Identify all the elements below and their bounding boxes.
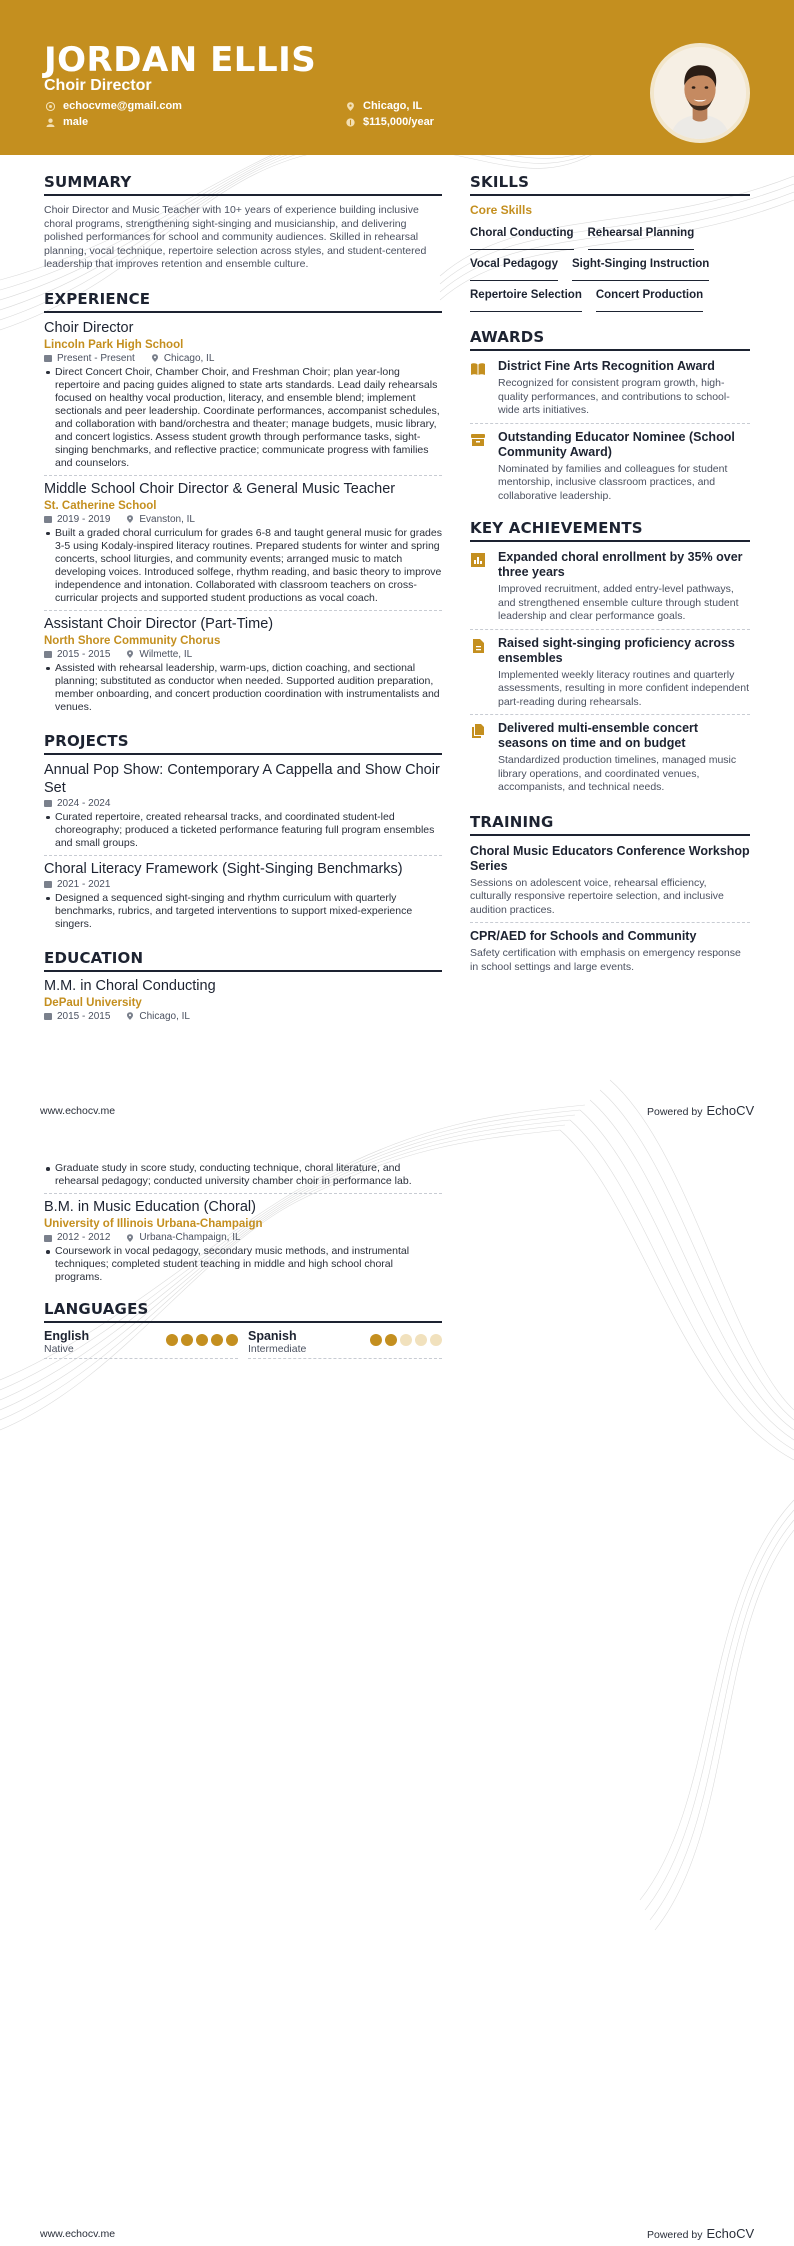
languages-heading: LANGUAGES [44, 1300, 442, 1323]
calendar-icon [44, 354, 52, 362]
skill-chip: Vocal Pedagogy [470, 252, 558, 281]
award-item [470, 430, 750, 504]
divider [470, 714, 750, 715]
language-level: Native [44, 1343, 74, 1355]
project-bullet: Designed a sequenced sight-singing and rhythm curriculum with quarterly benchmarks, rubrics, and targeted interventions to support mixed-experience singers. [44, 892, 442, 931]
money-icon [346, 118, 355, 127]
job-title: Assistant Choir Director (Part-Time) [44, 615, 274, 632]
rating-dot [211, 1334, 223, 1346]
location-pin-icon [126, 1012, 134, 1020]
experience-heading: EXPERIENCE [44, 290, 442, 313]
footer-powered: Powered by EchoCV [647, 1103, 755, 1118]
rating-dot [370, 1334, 382, 1346]
achievement-title: Expanded choral enrollment by 35% over three years [498, 550, 743, 579]
book-icon [470, 361, 486, 377]
calendar-icon [44, 515, 52, 523]
language-item [44, 1329, 238, 1359]
achievement-item [470, 550, 750, 624]
education-bullet: Coursework in vocal pedagogy, secondary music methods, and instrumental techniques; completed student teaching in middle and high school choral programs. [44, 1245, 442, 1284]
award-item [470, 359, 750, 418]
echocv-logo: EchoCV [706, 1103, 755, 1118]
school-name: University of Illinois Urbana-Champaign [44, 1218, 263, 1230]
school-name: DePaul University [44, 996, 142, 1009]
divider [44, 610, 442, 611]
location-pin-icon [346, 102, 355, 111]
skill-chip: Repertoire Selection [470, 283, 582, 312]
language-item [248, 1329, 442, 1359]
header-location: Chicago, IL [346, 100, 422, 112]
divider [44, 855, 442, 856]
skills-heading: SKILLS [470, 173, 750, 196]
skill-chip: Concert Production [596, 283, 703, 312]
rating-dot [400, 1334, 412, 1346]
training-title: CPR/AED for Schools and Community [470, 929, 697, 943]
achievements-heading: KEY ACHIEVEMENTS [470, 519, 750, 542]
header-email[interactable]: echocvme@gmail.com [46, 100, 182, 112]
location-pin-icon [126, 650, 134, 658]
footer-site[interactable]: www.echocv.me [40, 2228, 116, 2240]
rating-dot [415, 1334, 427, 1346]
education-bullet: Graduate study in score study, conducting technique, choral literature, and rehearsal pedagogy; conducted university chamber choir in performance lab. [44, 1162, 442, 1188]
achievement-item [470, 721, 750, 795]
award-title: Outstanding Educator Nominee (School Community Award) [498, 429, 735, 459]
project-item [44, 761, 442, 850]
candidate-title: Choir Director [44, 77, 152, 94]
project-title: Choral Literacy Framework (Sight-Singing Benchmarks) [44, 860, 403, 877]
chart-icon [470, 552, 486, 568]
divider [470, 629, 750, 630]
training-item [470, 844, 750, 918]
location-pin-icon [126, 515, 134, 523]
degree-title: M.M. in Choral Conducting [44, 977, 216, 994]
award-title: District Fine Arts Recognition Award [498, 359, 715, 373]
award-text: Nominated by families and colleagues for student mentorship, inclusive classroom practices, and collaborative leadership. [498, 462, 728, 502]
training-title: Choral Music Educators Conference Workshop Series [470, 843, 750, 873]
experience-item [44, 616, 442, 714]
languages-list [44, 1329, 442, 1359]
education-item [44, 1199, 442, 1284]
resume-header [0, 0, 794, 155]
archive-icon [470, 432, 486, 448]
divider [470, 922, 750, 923]
achievement-item [470, 636, 750, 710]
achievement-title: Delivered multi-ensemble concert seasons on time and on budget [498, 721, 699, 750]
training-text: Sessions on adolescent voice, rehearsal efficiency, culturally responsive repertoire selection, and inclusive audition practices. [470, 876, 724, 916]
experience-item [44, 320, 442, 470]
language-level: Intermediate [248, 1343, 307, 1355]
calendar-icon [44, 1012, 52, 1020]
job-org: North Shore Community Chorus [44, 634, 221, 647]
skills-subheading: Core Skills [470, 203, 533, 217]
footer-powered: Powered by EchoCV [647, 2226, 755, 2241]
job-bullet: Built a graded choral curriculum for grades 6-8 and taught general music for grades 3-5 using Kodaly-inspired literacy routines. Prepared students for winter and spring concerts, school liturgies, and community events; arranged music to match developing voices. Introduced solfege, rhythm reading, and basic theory to improve independence and intonation. Collaborated with classroom teachers on cross-curricular projects and supported student productions as vocal coach. [44, 527, 442, 605]
summary-text: Choir Director and Music Teacher with 10+ years of experience building inclusive choral programs, strengthening sight-singing and musicianship, and delivering polished performances for school and community audiences. Skilled in rehearsal planning, vocal technique, repertoire selection across styles, and student-centered leadership that improves retention and ensemble culture. [44, 204, 427, 270]
projects-heading: PROJECTS [44, 732, 442, 755]
project-title: Annual Pop Show: Contemporary A Cappella and Show Choir Set [44, 761, 440, 796]
achievement-text: Improved recruitment, added entry-level pathways, and strengthened ensemble culture through student leadership and clear performance goals. [498, 583, 739, 622]
files-icon [470, 723, 486, 739]
calendar-icon [44, 799, 52, 807]
training-heading: TRAINING [470, 813, 750, 836]
awards-heading: AWARDS [470, 328, 750, 351]
project-item [44, 861, 442, 931]
summary-heading: SUMMARY [44, 173, 442, 196]
achievement-title: Raised sight-singing proficiency across ensembles [498, 635, 735, 665]
experience-item [44, 481, 442, 605]
award-text: Recognized for consistent program growth, high-quality performances, and contributions to school-wide arts initiatives. [498, 377, 730, 416]
job-meta: 2019 - 2019 Evanston, IL [44, 514, 442, 525]
skill-chip: Choral Conducting [470, 221, 574, 250]
job-meta: 2015 - 2015 Wilmette, IL [44, 649, 442, 660]
achievement-text: Implemented weekly literacy routines and quarterly assessments, resulting in more confident independent part-reading during rehearsals. [498, 668, 749, 708]
project-meta: 2024 - 2024 [44, 798, 442, 809]
education-item [44, 978, 442, 1022]
file-icon [470, 638, 486, 654]
rating-dot [181, 1334, 193, 1346]
calendar-icon [44, 1234, 52, 1242]
job-bullet: Assisted with rehearsal leadership, warm-ups, diction coaching, and sectional planning; substituted as conductor when needed. Supported audition preparation, member onboarding, and concert production coordination with instrumentalists and venues. [44, 662, 442, 714]
job-bullet: Direct Concert Choir, Chamber Choir, and Freshman Choir; plan year-long repertoire and pacing guides aligned to state arts standards. Lead daily rehearsals focused on healthy vocal production, literacy, and ensemble blend; implement sectionals and peer leadership. Coordinate performances, accompanist schedules, and collaboration with band/orchestra and theater; manage budgets, music library, and concert logistics. Assess student growth through performance tasks, sight-singing benchmarks, and reflective practice; communicate progress with families and counselors. [44, 366, 442, 470]
skill-chip: Sight-Singing Instruction [572, 252, 709, 281]
job-title: Middle School Choir Director & General Music Teacher [44, 480, 396, 497]
rating-dot [196, 1334, 208, 1346]
project-bullet: Curated repertoire, created rehearsal tracks, and coordinated student-led choreography; produced a ticketed performance featuring full program ensembles and small groups. [44, 811, 442, 850]
header-salary: $115,000/year [346, 116, 434, 128]
skills-list [470, 219, 750, 312]
divider [44, 475, 442, 476]
divider [470, 423, 750, 424]
calendar-icon [44, 880, 52, 888]
calendar-icon [44, 650, 52, 658]
left-column-page-2 [44, 1162, 442, 1359]
footer-site[interactable]: www.echocv.me [40, 1105, 116, 1117]
rating-dot [226, 1334, 238, 1346]
education-meta: 2012 - 2012 Urbana-Champaign, IL [44, 1232, 442, 1243]
rating-dot [385, 1334, 397, 1346]
header-gender: male [46, 116, 88, 128]
achievement-text: Standardized production timelines, managed music library operations, and coordinated venues, accompanists, and technical needs. [498, 754, 737, 793]
location-pin-icon [126, 1234, 134, 1242]
job-org: Lincoln Park High School [44, 338, 184, 351]
avatar [654, 47, 746, 139]
education-meta: 2015 - 2015 Chicago, IL [44, 1011, 442, 1022]
job-meta: Present - Present Chicago, IL [44, 353, 442, 364]
skill-chip: Rehearsal Planning [588, 221, 695, 250]
at-icon [46, 102, 55, 111]
profile-photo [650, 43, 750, 143]
right-column [470, 173, 750, 974]
job-title: Choir Director [44, 319, 134, 336]
degree-title: B.M. in Music Education (Choral) [44, 1199, 256, 1215]
left-column [44, 173, 442, 1022]
training-item [470, 929, 750, 974]
language-name: English [44, 1329, 90, 1343]
person-icon [46, 118, 55, 127]
training-text: Safety certification with emphasis on emergency response in school settings and large events. [470, 947, 741, 973]
divider [44, 1193, 442, 1194]
education-heading: EDUCATION [44, 949, 442, 972]
rating-dot [430, 1334, 442, 1346]
echocv-logo: EchoCV [706, 2226, 755, 2241]
language-name: Spanish [248, 1329, 297, 1343]
rating-dot [166, 1334, 178, 1346]
job-org: St. Catherine School [44, 499, 157, 512]
language-rating [163, 1333, 238, 1351]
project-meta: 2021 - 2021 [44, 879, 442, 890]
language-rating [367, 1333, 442, 1351]
candidate-name: JORDAN ELLIS [44, 40, 317, 80]
location-pin-icon [151, 354, 159, 362]
